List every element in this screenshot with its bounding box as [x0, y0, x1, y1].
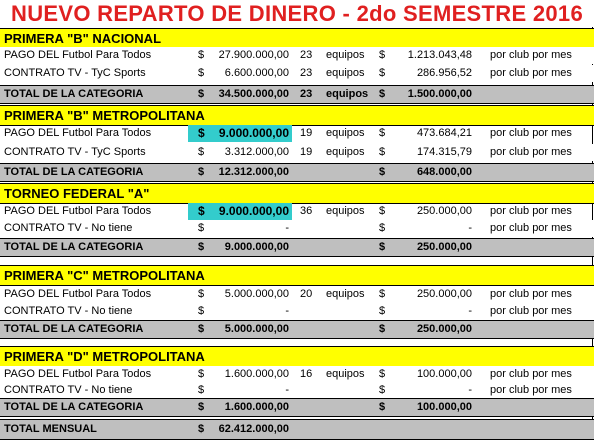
cell-currency: $: [198, 368, 205, 380]
table-row: [0, 65, 594, 82]
cell-amount: -: [285, 305, 289, 317]
section-header: [0, 346, 594, 367]
cell-amount: 6.600.000,00: [224, 67, 289, 79]
cell-amount: 9.000.000,00: [218, 126, 289, 140]
cell-label: TOTAL DE LA CATEGORIA: [4, 241, 144, 253]
cell-amount: 9.000.000,00: [218, 204, 289, 218]
total-row: [0, 398, 594, 417]
cell-team-count: 23: [300, 88, 313, 100]
cell-teams-word: equipos: [326, 67, 365, 79]
cell-amount: 5.000.000,00: [224, 323, 289, 335]
cell-per-club: 250.000,00: [416, 241, 472, 253]
section-title: TORNEO FEDERAL "A": [4, 186, 150, 201]
cell-note: por club por mes: [490, 368, 572, 380]
cell-per-club: -: [468, 222, 472, 234]
cell-teams-word: equipos: [326, 205, 365, 217]
cell-per-club: 473.684,21: [416, 127, 472, 139]
cell-per-club: 174.315,79: [416, 146, 472, 158]
cell-currency: $: [379, 127, 386, 139]
cell-label: PAGO DEL Futbol Para Todos: [4, 205, 152, 217]
cell-label: PAGO DEL Futbol Para Todos: [4, 49, 152, 61]
cell-note: por club por mes: [490, 288, 572, 300]
table-row: [0, 203, 594, 220]
cell-per-club: -: [468, 384, 472, 396]
table-row: [0, 286, 594, 303]
cell-currency: $: [198, 222, 205, 234]
table-row: [0, 125, 594, 142]
cell-currency: $: [379, 49, 386, 61]
cell-note: por club por mes: [490, 49, 572, 61]
cell-currency: $: [198, 88, 205, 100]
cell-label: PAGO DEL Futbol Para Todos: [4, 288, 152, 300]
cell-amount: 34.500.000,00: [218, 88, 289, 100]
cell-team-count: 16: [300, 368, 313, 380]
cell-currency: $: [379, 305, 386, 317]
cell-note: por club por mes: [490, 384, 572, 396]
cell-currency: $: [198, 49, 205, 61]
cell-amount: 9.000.000,00: [224, 241, 289, 253]
cell-note: por club por mes: [490, 146, 572, 158]
cell-team-count: 20: [300, 288, 313, 300]
cell-amount: -: [285, 222, 289, 234]
cell-per-club: 250.000,00: [416, 205, 472, 217]
section-title: PRIMERA "B" NACIONAL: [4, 31, 162, 46]
cell-currency: $: [198, 126, 205, 140]
cell-label: CONTRATO TV - TyC Sports: [4, 67, 146, 79]
table-row: [0, 144, 594, 161]
cell-label: TOTAL MENSUAL: [4, 423, 97, 435]
cell-per-club: 100.000,00: [416, 368, 472, 380]
cell-currency: $: [379, 384, 386, 396]
cell-currency: $: [379, 222, 386, 234]
cell-teams-word: equipos: [326, 288, 365, 300]
cell-label: TOTAL DE LA CATEGORIA: [4, 166, 144, 178]
total-row: [0, 320, 594, 339]
section-header: [0, 183, 594, 204]
table-row: [0, 47, 594, 64]
cell-currency: $: [379, 288, 386, 300]
cell-label: CONTRATO TV - No tiene: [4, 222, 133, 234]
cell-label: CONTRATO TV - No tiene: [4, 384, 133, 396]
cell-note: por club por mes: [490, 67, 572, 79]
cell-per-club: 648.000,00: [416, 166, 472, 178]
total-row: [0, 85, 594, 104]
cell-currency: $: [198, 204, 205, 218]
cell-amount: 5.000.000,00: [224, 288, 289, 300]
cell-label: TOTAL DE LA CATEGORIA: [4, 88, 144, 100]
section-title: PRIMERA "D" METROPOLITANA: [4, 349, 205, 364]
cell-label: TOTAL DE LA CATEGORIA: [4, 323, 144, 335]
section-header: [0, 28, 594, 49]
cell-teams-word: equipos: [326, 88, 369, 100]
table-row: [0, 382, 594, 399]
cell-teams-word: equipos: [326, 368, 365, 380]
cell-amount: 1.600.000,00: [224, 401, 289, 413]
cell-currency: $: [379, 368, 386, 380]
cell-team-count: 19: [300, 146, 313, 158]
table-row: [0, 303, 594, 320]
cell-currency: $: [198, 166, 205, 178]
cell-team-count: 23: [300, 67, 313, 79]
cell-note: por club por mes: [490, 222, 572, 234]
cell-currency: $: [379, 241, 386, 253]
cell-currency: $: [379, 205, 386, 217]
cell-currency: $: [379, 67, 386, 79]
total-row: [0, 238, 594, 257]
section-title: PRIMERA "C" METROPOLITANA: [4, 268, 205, 283]
cell-currency: $: [379, 401, 386, 413]
grand-total-row: [0, 419, 594, 440]
cell-amount: -: [285, 384, 289, 396]
sheet-title: NUEVO REPARTO DE DINERO - 2do SEMESTRE 2016: [0, 0, 594, 27]
cell-currency: $: [379, 166, 386, 178]
cell-amount: 12.312.000,00: [218, 166, 289, 178]
cell-team-count: 23: [300, 49, 313, 61]
cell-per-club: 250.000,00: [416, 288, 472, 300]
cell-note: por club por mes: [490, 205, 572, 217]
cell-label: PAGO DEL Futbol Para Todos: [4, 127, 152, 139]
cell-currency: $: [198, 384, 205, 396]
section-header: [0, 105, 594, 126]
cell-note: por club por mes: [490, 127, 572, 139]
cell-currency: $: [198, 401, 205, 413]
cell-per-club: 250.000,00: [416, 323, 472, 335]
cell-amount: 1.600.000,00: [224, 368, 289, 380]
cell-amount: 27.900.000,00: [218, 49, 289, 61]
cell-per-club: 286.956,52: [416, 67, 472, 79]
cell-currency: $: [198, 305, 205, 317]
table-row: [0, 220, 594, 237]
cell-amount: 62.412.000,00: [218, 423, 289, 435]
cell-team-count: 19: [300, 127, 313, 139]
cell-note: por club por mes: [490, 305, 572, 317]
cell-per-club: 100.000,00: [416, 401, 472, 413]
cell-currency: $: [198, 323, 205, 335]
cell-per-club: -: [468, 305, 472, 317]
cell-currency: $: [198, 241, 205, 253]
section-header: [0, 265, 594, 286]
cell-amount: 3.312.000,00: [224, 146, 289, 158]
cell-currency: $: [379, 323, 386, 335]
cell-label: CONTRATO TV - No tiene: [4, 305, 133, 317]
table-row: [0, 366, 594, 383]
cell-teams-word: equipos: [326, 127, 365, 139]
cell-currency: $: [379, 88, 386, 100]
cell-currency: $: [379, 146, 386, 158]
cell-label: PAGO DEL Futbol Para Todos: [4, 368, 152, 380]
cell-currency: $: [198, 146, 205, 158]
cell-currency: $: [198, 288, 205, 300]
cell-label: TOTAL DE LA CATEGORIA: [4, 401, 144, 413]
cell-per-club: 1.500.000,00: [407, 88, 472, 100]
cell-teams-word: equipos: [326, 49, 365, 61]
cell-currency: $: [198, 67, 205, 79]
section-title: PRIMERA "B" METROPOLITANA: [4, 108, 205, 123]
total-row: [0, 163, 594, 182]
cell-teams-word: equipos: [326, 146, 365, 158]
cell-team-count: 36: [300, 205, 313, 217]
cell-per-club: 1.213.043,48: [407, 49, 472, 61]
cell-label: CONTRATO TV - TyC Sports: [4, 146, 146, 158]
cell-currency: $: [198, 423, 205, 435]
